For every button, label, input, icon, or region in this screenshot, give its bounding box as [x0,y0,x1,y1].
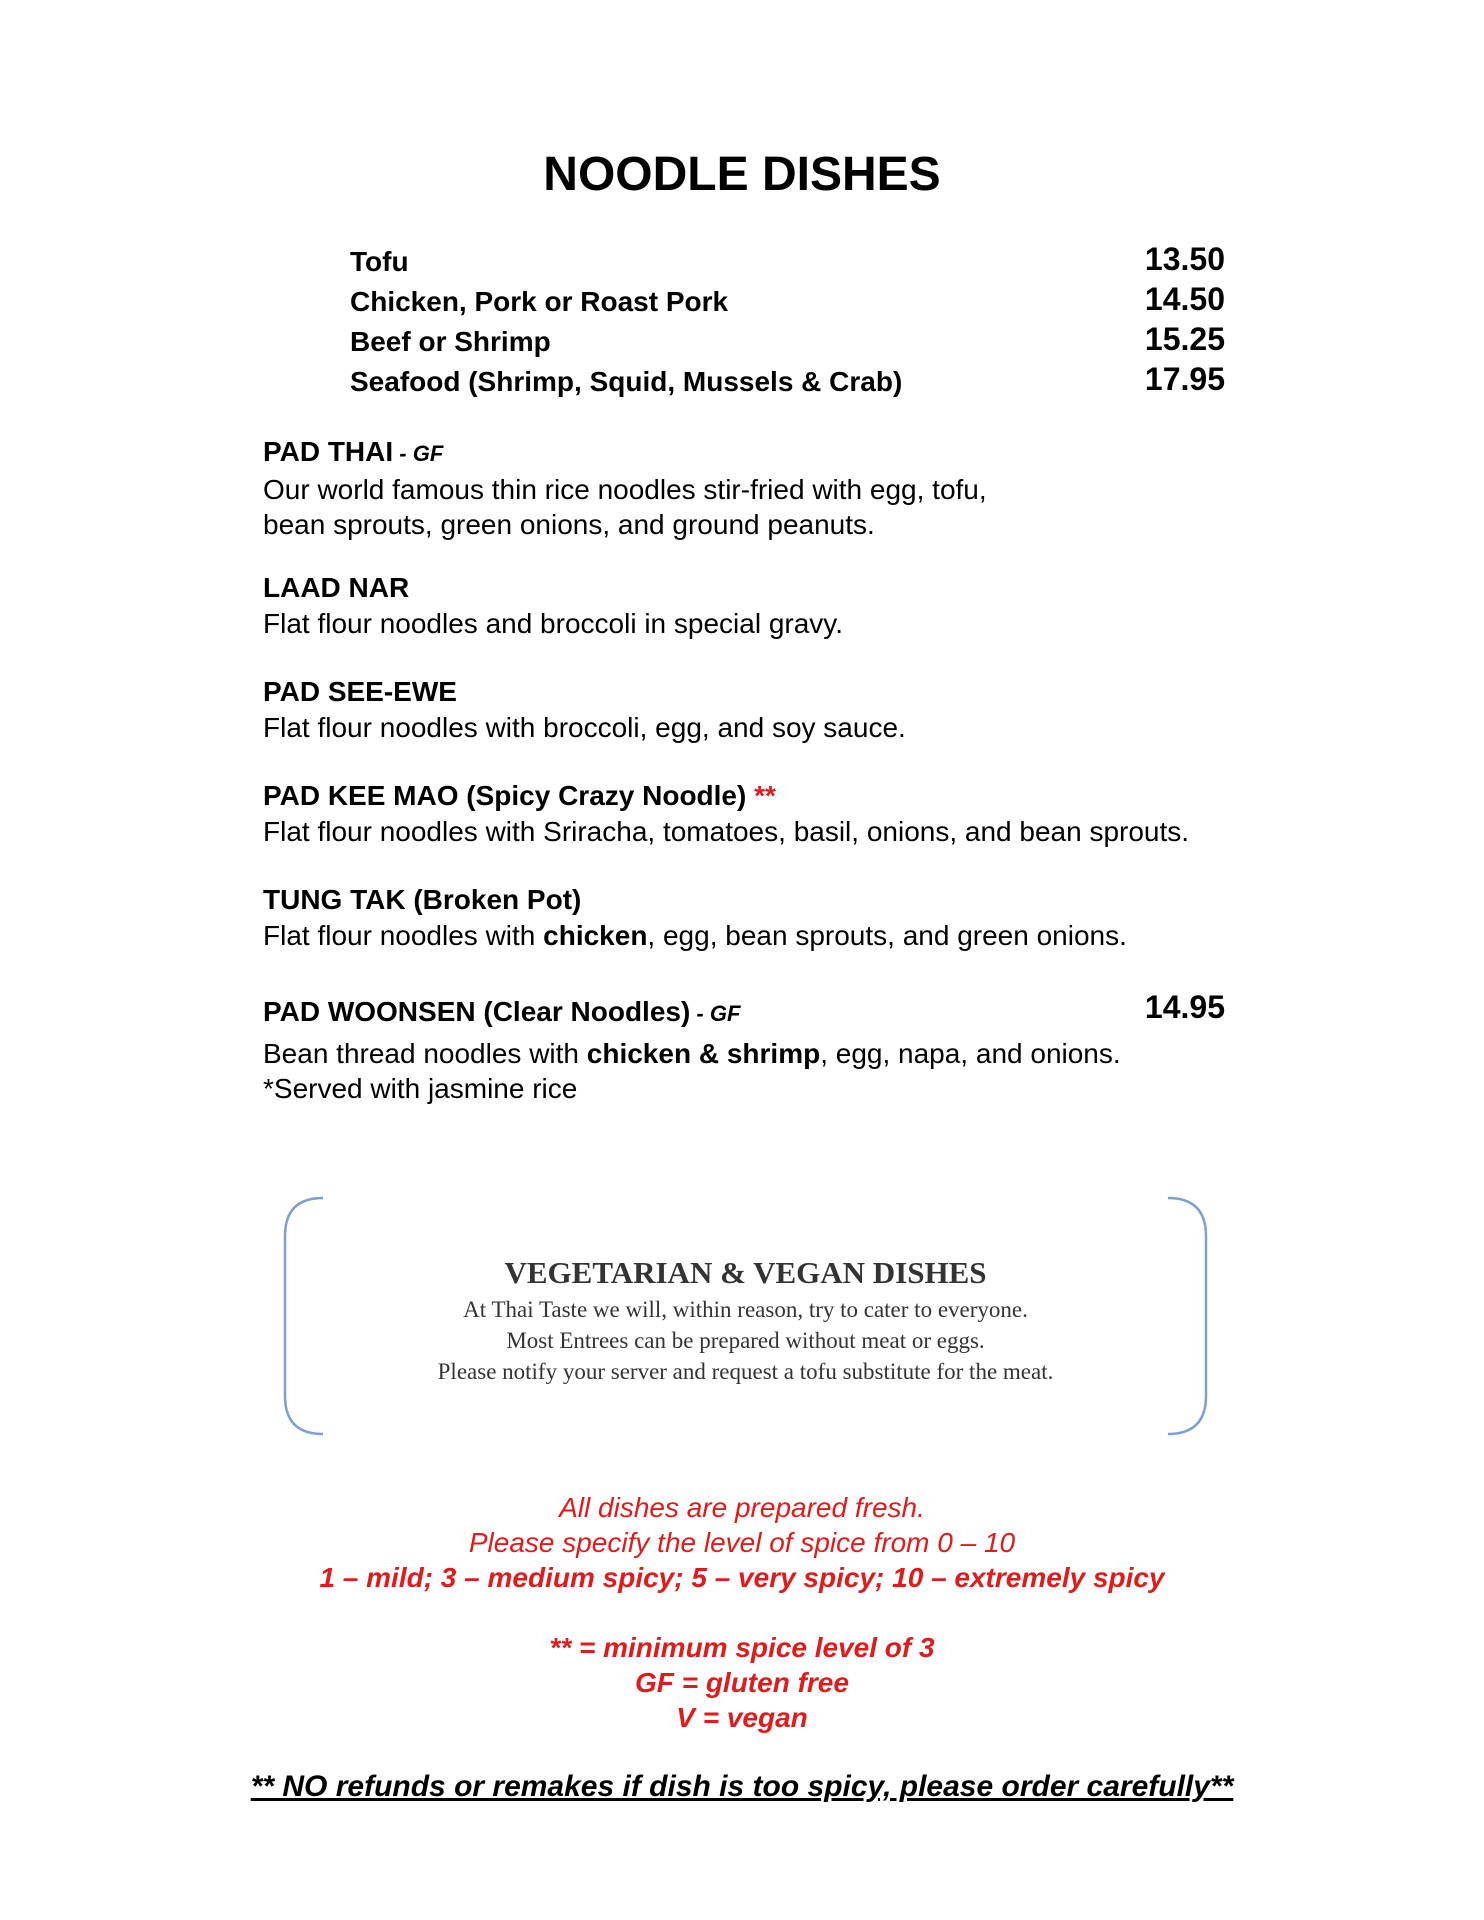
price-row-name: Beef or Shrimp [350,326,551,357]
price-row-price: 17.95 [1144,361,1225,397]
legend-vegan: V = vegan [676,1702,808,1733]
dish-pad-see-ewe [263,674,1263,745]
refund-warning: ** NO refunds or remakes if dish is too spicy, please order carefully** [250,1770,1234,1803]
legend-min-spice: ** = minimum spice level of 3 [549,1632,935,1663]
price-row-price: 13.50 [1144,241,1225,277]
price-row-name: Tofu [350,246,409,277]
desc-highlight: chicken & shrimp [586,1038,821,1069]
vegetarian-title: VEGETARIAN & VEGAN DISHES [504,1255,987,1290]
dish-description: bean sprouts, green onions, and ground peanuts. [263,509,875,540]
dish-description: Our world famous thin rice noodles stir-fried with egg, tofu, [263,474,987,505]
vegetarian-line: Most Entrees can be prepared without meat or eggs. [506,1328,985,1353]
dish-title: PAD KEE MAO (Spicy Crazy Noodle) [263,780,747,811]
dish-description [263,918,1263,953]
dish-note: *Served with jasmine rice [263,1073,578,1104]
price-row-name: Seafood (Shrimp, Squid, Mussels & Crab) [350,366,903,397]
page-title: NOODLE DISHES [543,148,941,201]
dish-pad-kee-mao [263,778,1263,849]
price-row-tofu [350,240,1225,280]
dish-description [263,1036,1263,1071]
dish-title: PAD THAI [263,436,394,467]
price-row-price: 15.25 [1144,321,1225,357]
vegetarian-line: At Thai Taste we will, within reason, try to cater to everyone. [463,1297,1028,1322]
dish-name [263,778,1263,814]
price-table [350,240,1225,400]
dish-title: PAD WOONSEN (Clear Noodles) [263,996,691,1027]
vegetarian-line: Please notify your server and request a tofu substitute for the meat. [437,1359,1054,1384]
note-spice-scale: 1 – mild; 3 – medium spicy; 5 – very spicy; 10 – extremely spicy [319,1562,1165,1593]
dish-title: PAD SEE-EWE [263,676,457,707]
legend-gluten-free: GF = gluten free [635,1667,849,1698]
dish-title: TUNG TAK (Broken Pot) [263,884,582,915]
spicy-mark: ** [746,780,776,811]
price-row-seafood [350,360,1225,400]
dish-price: 14.95 [1144,989,1225,1025]
price-row-chicken-pork [350,280,1225,320]
desc-text: Flat flour noodles with [263,920,544,951]
gf-tag: - GF [690,1001,741,1026]
dish-description: Flat flour noodles with broccoli, egg, and soy sauce. [263,712,906,743]
note-specify-spice: Please specify the level of spice from 0 – 10 [468,1527,1016,1558]
desc-text: , egg, napa, and onions. [820,1038,1121,1069]
price-row-price: 14.50 [1144,281,1225,317]
dish-title: LAAD NAR [263,572,410,603]
dish-pad-thai [263,434,1263,542]
dish-name [263,994,1263,1032]
dish-description: Flat flour noodles and broccoli in special gravy. [263,608,844,639]
price-row-beef-shrimp [350,320,1225,360]
gf-tag: - GF [393,441,444,466]
desc-text: Bean thread noodles with [263,1038,587,1069]
dish-name [263,434,1263,472]
desc-text: , egg, bean sprouts, and green onions. [647,920,1127,951]
dish-description: Flat flour noodles with Sriracha, tomatoes, basil, onions, and bean sprouts. [263,816,1190,847]
dish-tung-tak [263,882,1263,953]
desc-highlight: chicken [543,920,648,951]
note-fresh: All dishes are prepared fresh. [559,1492,925,1523]
dish-laad-nar [263,570,1263,641]
price-row-name: Chicken, Pork or Roast Pork [350,286,729,317]
dish-pad-woonsen [263,989,1263,1106]
vegetarian-notice-box [283,1196,1208,1436]
